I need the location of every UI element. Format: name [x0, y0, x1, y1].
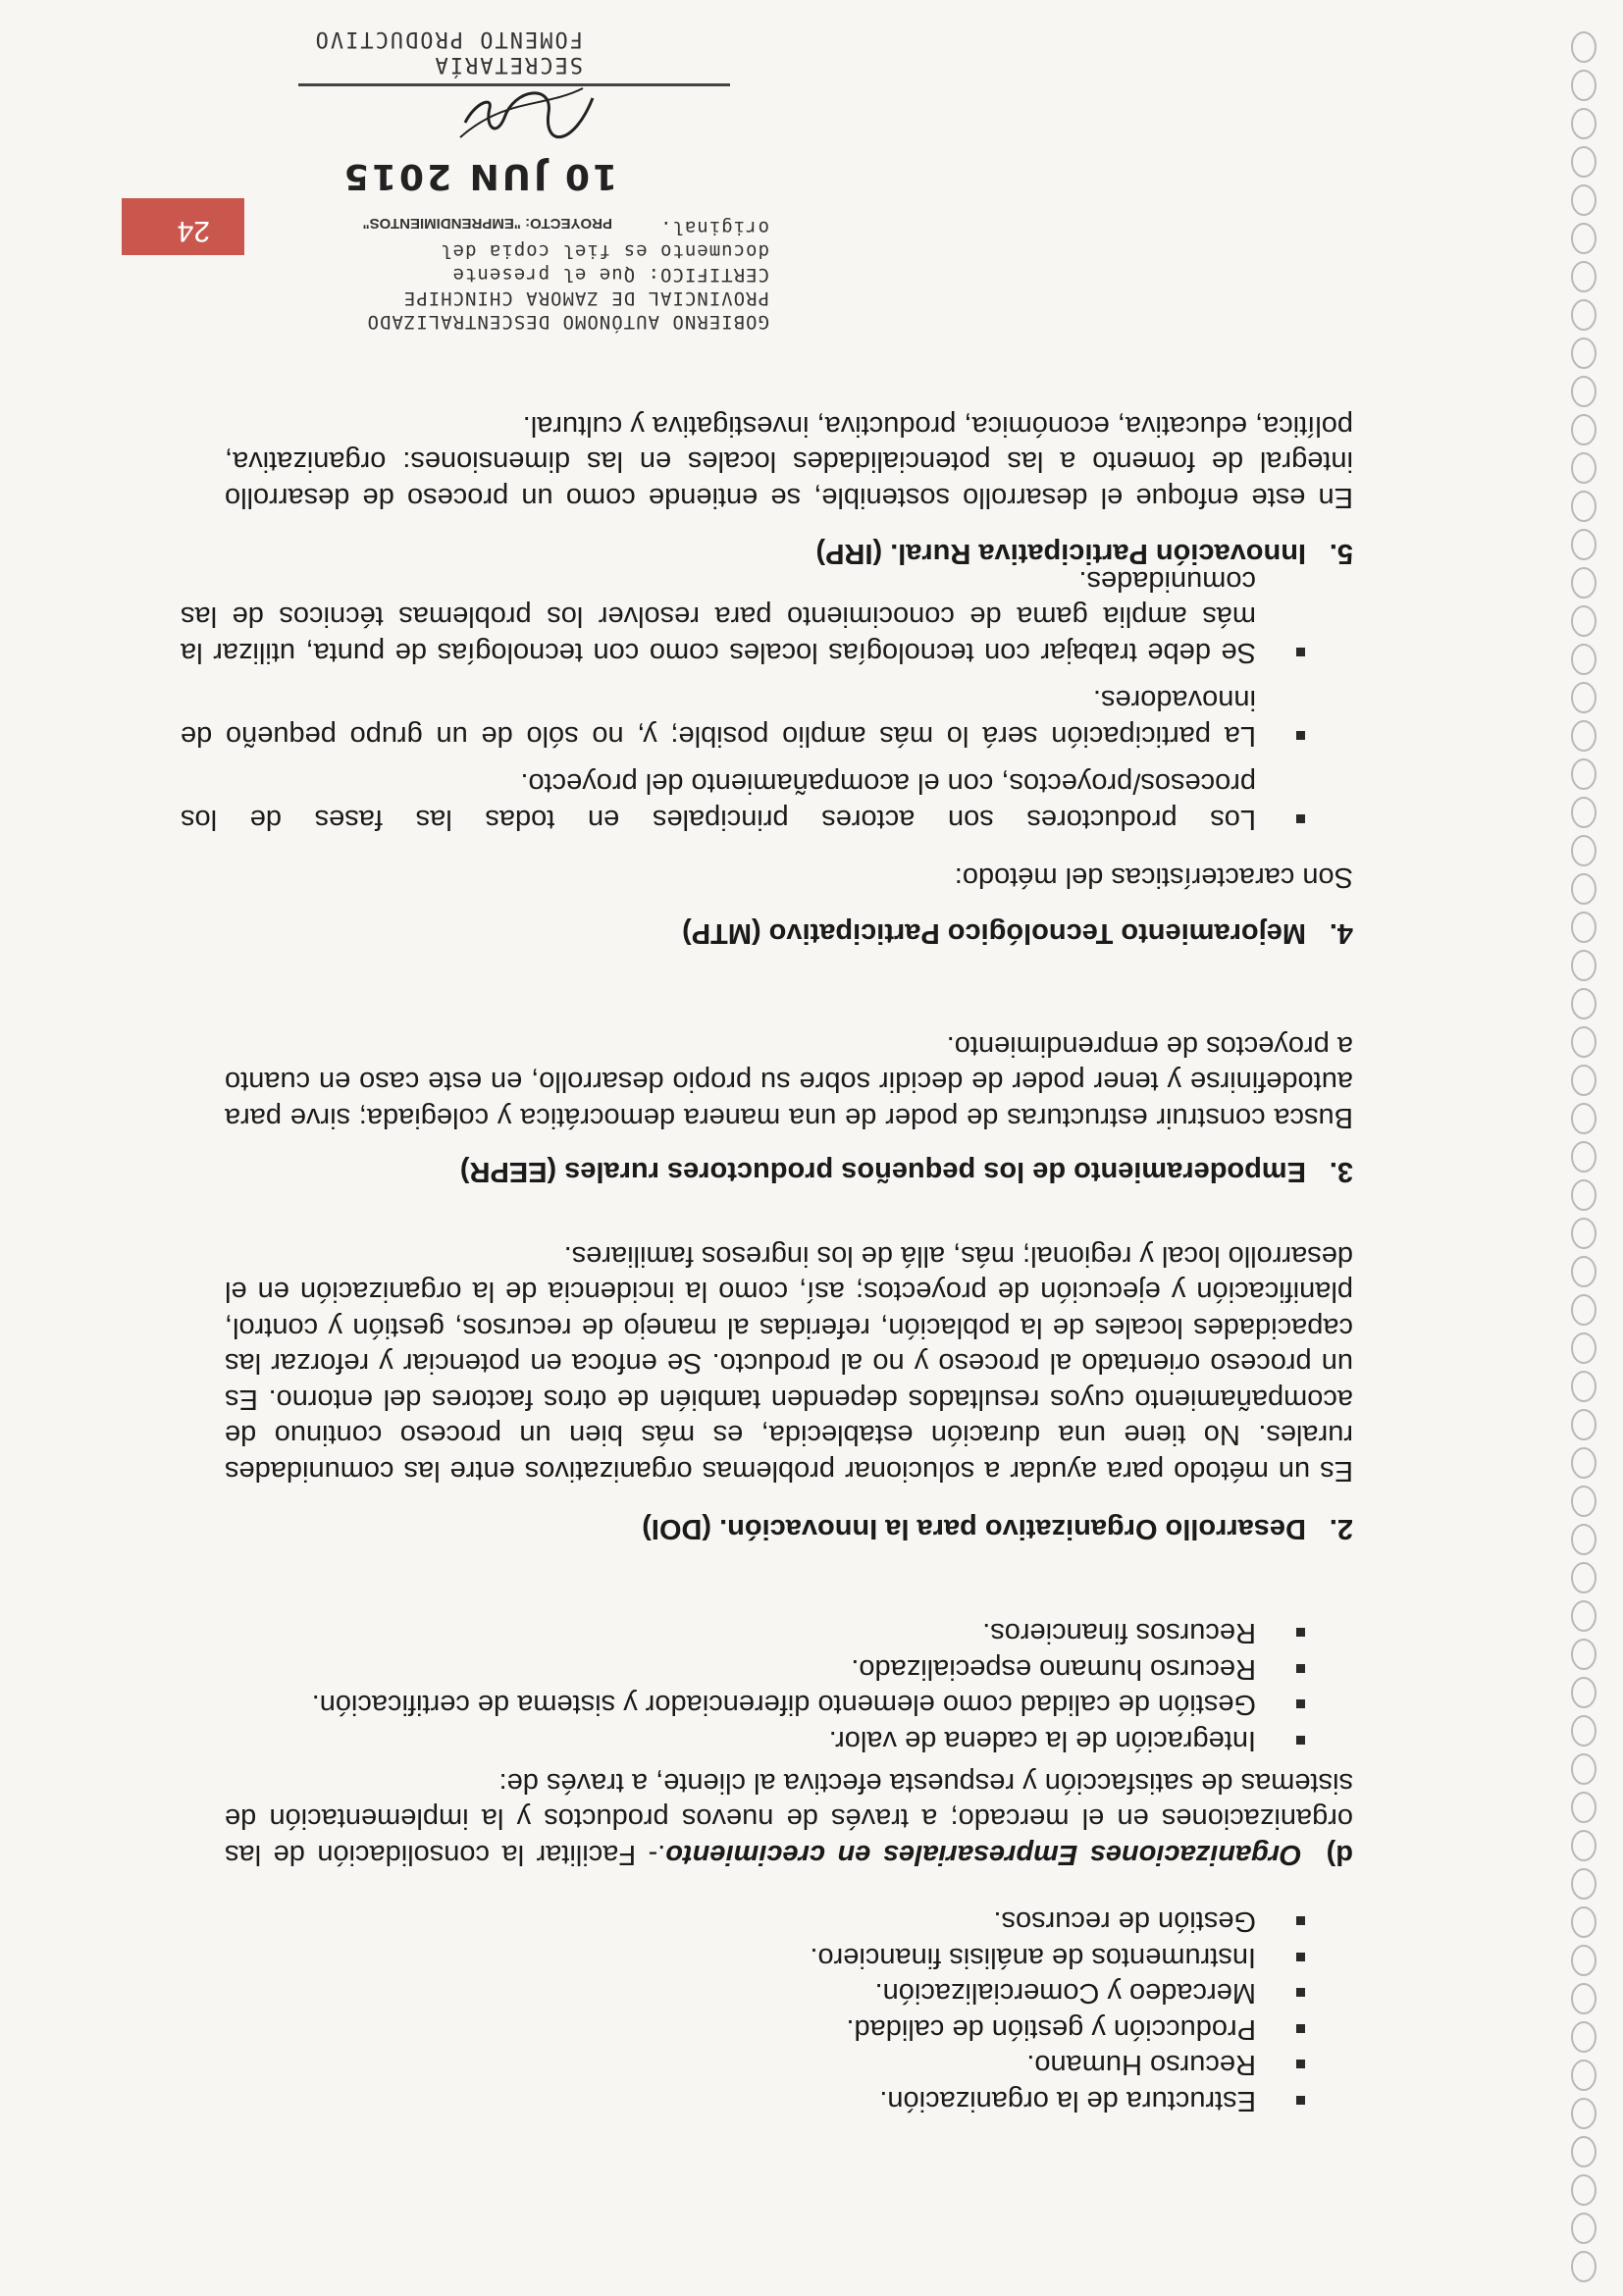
binding-ring: [1572, 1066, 1596, 1095]
binding-ring: [1572, 2022, 1596, 2052]
binding-ring: [1572, 224, 1596, 253]
binding-ring: [1572, 606, 1596, 636]
binding-ring: [1572, 415, 1596, 444]
section-4-intro: Son características del método:: [954, 861, 1353, 893]
list-item: Gestión de recursos.: [181, 1904, 1309, 1940]
binding-ring: [1572, 798, 1596, 827]
section-5-heading: 5.Innovación Participativa Rural. (IRP): [815, 538, 1353, 569]
binding-ring: [1572, 1104, 1596, 1133]
binding-ring: [1572, 1448, 1596, 1478]
binding-ring: [1572, 2099, 1596, 2128]
binding-ring: [1572, 1946, 1596, 1975]
section-2-heading: 2.Desarrollo Organizativo para la Innovación. (DOI): [642, 1513, 1353, 1544]
binding-ring: [1572, 721, 1596, 751]
binding-ring: [1572, 1678, 1596, 1707]
binding-ring: [1572, 759, 1596, 789]
binding-ring: [1572, 300, 1596, 330]
binding-ring: [1572, 530, 1596, 559]
binding-ring: [1572, 1601, 1596, 1631]
binding-ring: [1572, 1525, 1596, 1554]
stamp-line: FOMENTO PRODUCTIVO: [313, 26, 583, 51]
binding-ring: [1572, 32, 1596, 62]
binding-ring: [1572, 1410, 1596, 1439]
binding-ring: [1572, 1907, 1596, 1937]
binding-ring: [1572, 339, 1596, 368]
binding-ring: [1572, 1793, 1596, 1822]
page-number: 24: [177, 215, 210, 247]
signature-icon: [455, 69, 602, 157]
list-item: Los productores son actores principales en todas las fases de los procesos/proyectos, con el acompañamiento del proyecto.: [181, 765, 1309, 837]
list-item: Instrumentos de análisis financiero.: [181, 1940, 1309, 1976]
binding-ring: [1572, 2214, 1596, 2243]
list-item: Recurso humano especializado.: [181, 1651, 1309, 1688]
stamp-line: GOBIERNO AUTÓNOMO DESCENTRALIZADO: [366, 311, 769, 333]
section-d-title: Organizaciones Empresariales en crecimiento: [665, 1839, 1302, 1870]
stamp-line: documento es fiel copia del: [440, 240, 769, 262]
binding-ring: [1572, 185, 1596, 215]
list-item: La participación será lo más amplio posible; y, no sólo de un grupo pequeño de innovadores.: [181, 682, 1309, 754]
date-stamp: 10 JUN 2015: [340, 156, 617, 196]
certification-stamp: [367, 216, 770, 334]
secretaria-stamp: [314, 26, 583, 77]
section-3-text: Busca construir estructuras de poder de una manera democrática y colegiada; sirve para autodefinirse y tener poder de decidir sobre su propio desarrollo, en este caso en cuanto a proyectos de emprendimiento.: [225, 1030, 1353, 1133]
binding-ring: [1572, 1372, 1596, 1401]
signature-rule: [298, 83, 730, 86]
binding-ring: [1572, 2061, 1596, 2090]
binding-ring: [1572, 262, 1596, 291]
binding-ring: [1572, 2137, 1596, 2166]
binding-ring: [1572, 2175, 1596, 2205]
list-item: Recursos financieros.: [181, 1615, 1309, 1651]
list-item: Recurso Humano.: [181, 2047, 1309, 2083]
binding-ring: [1572, 1219, 1596, 1248]
binding-ring: [1572, 1295, 1596, 1325]
binding-ring: [1572, 989, 1596, 1018]
binding-ring: [1572, 377, 1596, 406]
section-3-heading: 3.Empoderamiento de los pequeños productores rurales (EEPR): [459, 1156, 1353, 1187]
list-item: Estructura de la organización.: [181, 2083, 1309, 2119]
binding-ring: [1572, 1487, 1596, 1516]
binding-ring: [1572, 913, 1596, 942]
list-item: Mercadeo y Comercialización.: [181, 1975, 1309, 2011]
binding-ring: [1572, 568, 1596, 598]
binding-ring: [1572, 951, 1596, 980]
binding-ring: [1572, 1027, 1596, 1057]
list-item: Integración de la cadena de valor.: [181, 1723, 1309, 1759]
binding-ring: [1572, 1831, 1596, 1860]
binding-ring: [1572, 1257, 1596, 1286]
binding-rings: [1525, 0, 1623, 2296]
binding-ring: [1572, 147, 1596, 177]
binding-ring: [1572, 1984, 1596, 2013]
section-4-heading: 4.Mejoramiento Tecnológico Participativo (MTP): [682, 917, 1353, 949]
binding-ring: [1572, 683, 1596, 712]
binding-ring: [1572, 1754, 1596, 1784]
binding-ring: [1572, 645, 1596, 674]
section-5-text: En este enfoque el desarrollo sostenible, se entiende como un proceso de desarrollo integral de fomento a las potencialidades locales en las dimensiones: organizativa, política, educativa, económica, productiva, investigativa y cultural.: [225, 410, 1353, 513]
list-item: Se debe trabajar con tecnologías locales como con tecnologías de punta, utilizar la más amplia gama de conocimiento para resolver los problemas técnicos de las comunidades.: [181, 563, 1309, 671]
binding-ring: [1572, 874, 1596, 904]
section-d-text: d) Organizaciones Empresariales en crecimiento.- Facilitar la consolidación de las organizaciones en el mercado; a través de nuevos productos y la implementación de sistemas de satisfacción y respuesta efectiva al cliente, a través de:: [225, 1767, 1353, 1870]
binding-ring: [1572, 1869, 1596, 1899]
project-label: PROYECTO: "EMPRENDIMIENTOS": [362, 215, 612, 232]
binding-ring: [1572, 836, 1596, 865]
stamp-line: original.: [659, 217, 769, 238]
binding-ring: [1572, 1142, 1596, 1172]
binding-ring: [1572, 109, 1596, 138]
stamp-line: SECRETARÍA: [433, 52, 583, 77]
list-item: Producción y gestión de calidad.: [181, 2011, 1309, 2048]
stamp-line: PROVINCIAL DE ZAMORA CHINCHIPE: [402, 287, 769, 309]
binding-ring: [1572, 1180, 1596, 1210]
stamp-line: CERTIFICO: Que el presente: [451, 264, 769, 286]
list-item: Gestión de calidad como elemento diferenciador y sistema de certificación.: [181, 1687, 1309, 1723]
binding-ring: [1572, 1716, 1596, 1746]
section-2-text: Es un método para ayudar a solucionar problemas organizativos entre las comunidades rurales. No tiene una duración establecida, es más bien un proceso continuo de acompañamiento cuyos resultados dependen también de otros factores del entorno. Es un proceso orientado al proceso y no al producto. Se enfoca en potenciar y reforzar las capacidades locales de la población, referidas al manejo de recursos, gestión y control, planificación y ejecución de proyectos; así, como la incidencia de la organización en el desarrollo local y regional; más, allá de los ingresos familiares.: [225, 1240, 1353, 1487]
binding-ring: [1572, 71, 1596, 100]
binding-ring: [1572, 492, 1596, 521]
binding-ring: [1572, 453, 1596, 483]
binding-ring: [1572, 2252, 1596, 2281]
binding-ring: [1572, 1563, 1596, 1592]
binding-ring: [1572, 1333, 1596, 1363]
binding-ring: [1572, 1640, 1596, 1669]
